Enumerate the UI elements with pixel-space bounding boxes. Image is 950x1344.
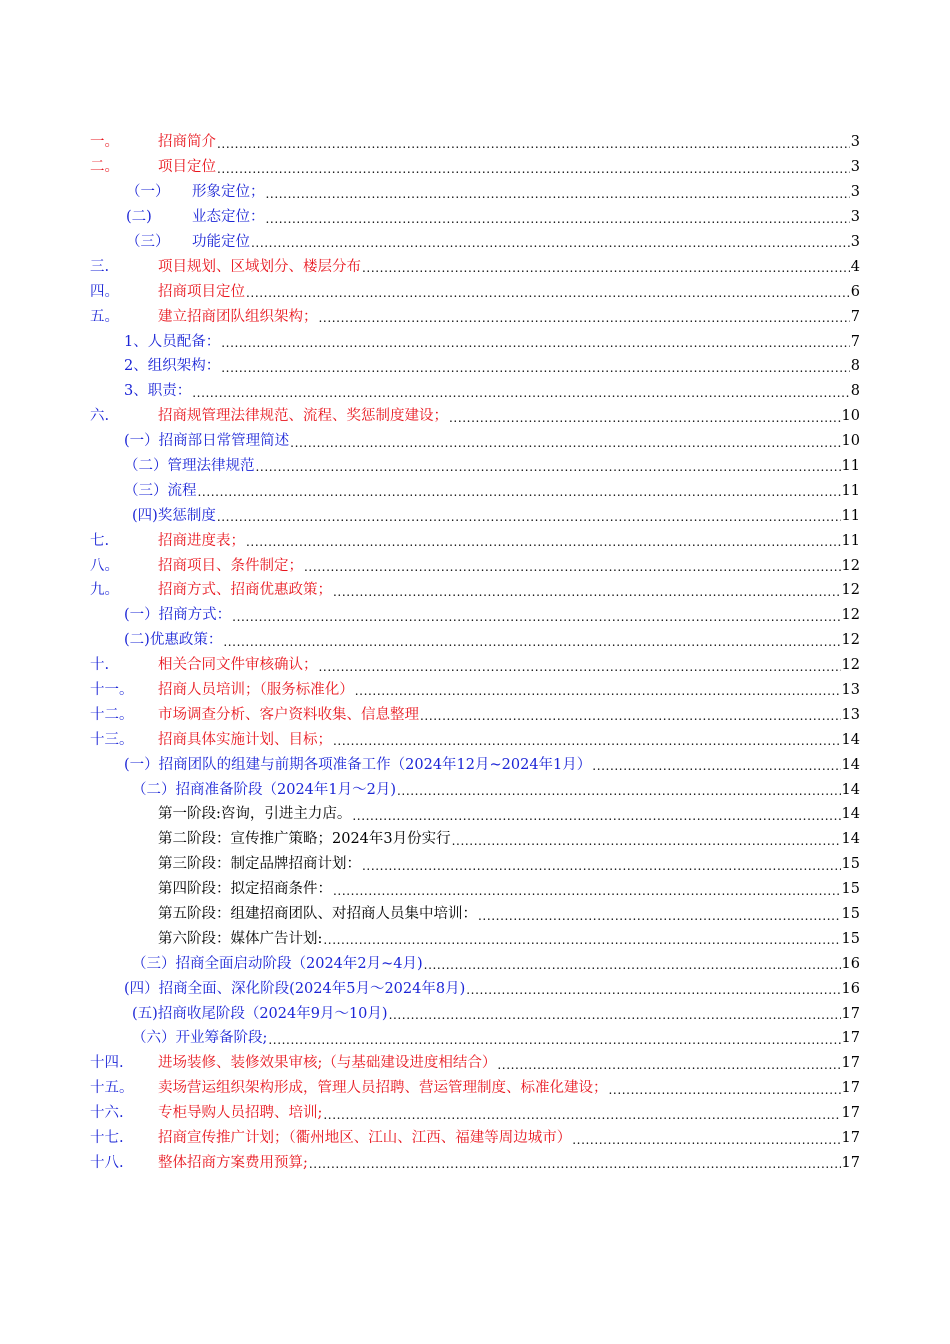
toc-entry-number: (二)	[126, 209, 152, 226]
toc-entry[interactable]	[90, 1121, 860, 1146]
toc-entry-number: （一）	[126, 184, 170, 201]
toc-leader-dots	[389, 1009, 841, 1021]
toc-entry[interactable]	[90, 673, 860, 698]
toc-entry-title: 项目规划、区域划分、楼层分布	[158, 258, 361, 275]
toc-page-number: 17	[841, 1105, 860, 1122]
toc-leader-dots	[452, 835, 841, 847]
toc-page-number: 14	[841, 831, 860, 848]
toc-entry-title: 形象定位；	[192, 184, 265, 201]
toc-leader-dots	[192, 387, 850, 399]
toc-page-number: 4	[850, 258, 860, 275]
toc-page-number: 3	[850, 209, 860, 226]
toc-entry-title: （二）管理法律规范	[124, 457, 255, 474]
toc-leader-dots	[246, 287, 850, 299]
toc-page-number: 15	[841, 856, 860, 873]
toc-entry[interactable]	[90, 225, 860, 250]
toc-page-number: 11	[841, 482, 860, 499]
toc-leader-dots	[198, 486, 841, 498]
toc-entry[interactable]	[90, 897, 860, 922]
toc-leader-dots	[362, 860, 841, 872]
toc-entry[interactable]	[90, 822, 860, 847]
toc-page-number: 3	[850, 159, 860, 176]
toc-page-number: 7	[850, 308, 860, 325]
toc-entry-title: 第一阶段:咨询，引进主力店。	[158, 806, 352, 823]
toc-entry-number: 三.	[90, 258, 110, 275]
toc-entry-number: 九。	[90, 582, 119, 599]
toc-entry[interactable]	[90, 1021, 860, 1046]
toc-page-number: 13	[841, 706, 860, 723]
toc-entry[interactable]	[90, 847, 860, 872]
toc-entry-title: 第五阶段：组建招商团队、对招商人员集中培训：	[158, 906, 477, 922]
toc-page-number: 17	[841, 1030, 860, 1047]
toc-entry[interactable]	[90, 648, 860, 673]
toc-page-number: 17	[841, 1154, 860, 1171]
toc-entry-title: （二）招商准备阶段（2024年1月～2月)	[132, 781, 397, 798]
toc-entry[interactable]	[90, 598, 860, 623]
toc-entry[interactable]	[90, 349, 860, 374]
toc-page-number: 14	[841, 806, 860, 823]
toc-leader-dots	[304, 561, 841, 573]
toc-entry-title: 卖场营运组织架构形成，管理人员招聘、营运管理制度、标准化建设；	[158, 1080, 608, 1097]
toc-page-number: 16	[841, 955, 860, 972]
toc-entry[interactable]	[90, 548, 860, 573]
table-of-contents	[90, 125, 860, 1170]
toc-entry-title: 招商宣传推广计划；（衢州地区、江山、江西、福建等周边城市）	[158, 1130, 572, 1147]
toc-entry[interactable]	[90, 722, 860, 747]
toc-entry[interactable]	[90, 623, 860, 648]
toc-entry[interactable]	[90, 872, 860, 897]
toc-page-number: 11	[841, 532, 860, 549]
toc-entry-title: 进场装修、装修效果审核;（与基础建设进度相结合）	[158, 1055, 497, 1072]
toc-page-number: 8	[850, 383, 860, 400]
toc-entry[interactable]	[90, 274, 860, 299]
toc-page-number: 10	[841, 433, 860, 450]
toc-entry[interactable]	[90, 1146, 860, 1171]
toc-leader-dots	[609, 1084, 841, 1096]
toc-leader-dots	[362, 262, 850, 274]
toc-entry[interactable]	[90, 996, 860, 1021]
toc-entry[interactable]	[90, 523, 860, 548]
toc-entry-title: 第二阶段：宣传推广策略；2024年3月份实行	[158, 831, 451, 848]
toc-page-number: 16	[841, 980, 860, 997]
toc-page-number: 14	[841, 756, 860, 773]
toc-entry-title: 建立招商团队组织架构；	[158, 308, 318, 325]
toc-entry[interactable]	[90, 125, 860, 150]
toc-page-number: 17	[841, 1055, 860, 1072]
toc-page-number: 15	[841, 906, 860, 922]
toc-page-number: 12	[841, 657, 860, 674]
toc-leader-dots	[497, 1059, 840, 1071]
toc-page-number: 17	[841, 1080, 860, 1097]
toc-leader-dots	[572, 1134, 840, 1146]
toc-page-number: 3	[850, 233, 860, 250]
toc-entry[interactable]	[90, 424, 860, 449]
toc-entry[interactable]	[90, 449, 860, 474]
toc-entry[interactable]	[90, 747, 860, 772]
toc-entry[interactable]	[90, 1071, 860, 1096]
toc-entry-number: 十八.	[90, 1154, 124, 1171]
toc-leader-dots	[323, 1109, 840, 1121]
toc-entry-number: 二。	[90, 159, 119, 176]
toc-entry-title: (一）招商方式：	[124, 607, 232, 624]
toc-leader-dots	[466, 984, 840, 996]
toc-entry-number: 十.	[90, 657, 110, 674]
toc-entry-title: (一）招商部日常管理简述	[124, 433, 290, 450]
toc-leader-dots	[355, 685, 841, 697]
toc-page-number: 17	[841, 1005, 860, 1022]
toc-leader-dots	[268, 1034, 840, 1046]
toc-page-number: 12	[841, 607, 860, 624]
toc-entry-number: 十七.	[90, 1130, 124, 1147]
toc-page-number: 8	[850, 358, 860, 375]
toc-entry-title: 功能定位	[192, 233, 250, 250]
toc-entry-title: (五)招商收尾阶段（2024年9月～10月)	[132, 1005, 388, 1022]
toc-entry-title: 业态定位：	[192, 209, 265, 226]
toc-leader-dots	[323, 934, 840, 946]
toc-entry-title: 招商人员培训；（服务标准化）	[158, 681, 354, 698]
toc-leader-dots	[424, 959, 841, 971]
toc-entry-title: (四）招商全面、深化阶段(2024年5月～2024年8月)	[124, 980, 466, 997]
toc-leader-dots	[449, 412, 841, 424]
toc-entry[interactable]	[90, 1046, 860, 1071]
toc-entry[interactable]	[90, 473, 860, 498]
toc-leader-dots	[333, 885, 841, 897]
toc-page-number: 3	[850, 134, 860, 151]
toc-entry-title: 第三阶段：制定品牌招商计划：	[158, 856, 361, 873]
toc-leader-dots	[223, 636, 840, 648]
toc-page-number: 11	[841, 507, 860, 524]
toc-entry-number: 十二。	[90, 706, 134, 723]
toc-entry[interactable]	[90, 249, 860, 274]
toc-entry-title: 第六阶段：媒体广告计划:	[158, 930, 323, 947]
toc-entry-title: 整体招商方案费用预算;	[158, 1154, 308, 1171]
toc-entry-number: 八。	[90, 557, 119, 574]
toc-page-number: 13	[841, 681, 860, 698]
toc-entry[interactable]	[90, 299, 860, 324]
toc-leader-dots	[217, 511, 841, 523]
toc-entry[interactable]	[90, 1096, 860, 1121]
toc-entry[interactable]	[90, 498, 860, 523]
toc-entry-number: 五。	[90, 308, 119, 325]
toc-page-number: 7	[850, 333, 860, 350]
toc-leader-dots	[309, 1158, 841, 1170]
toc-leader-dots	[232, 611, 840, 623]
toc-entry-title: 项目定位	[158, 159, 216, 176]
toc-entry[interactable]	[90, 573, 860, 598]
toc-entry-title: 招商具体实施计划、目标；	[158, 731, 332, 748]
toc-page-number: 11	[841, 457, 860, 474]
toc-leader-dots	[251, 237, 850, 249]
toc-page-number: 6	[850, 283, 860, 300]
toc-page-number: 15	[841, 930, 860, 947]
toc-entry-number: （三）	[126, 233, 170, 250]
toc-entry[interactable]	[90, 922, 860, 947]
toc-leader-dots	[420, 710, 841, 722]
toc-leader-dots	[319, 312, 850, 324]
toc-leader-dots	[221, 337, 850, 349]
toc-entry-title: 招商方式、招商优惠政策；	[158, 582, 332, 599]
toc-entry[interactable]	[90, 772, 860, 797]
toc-entry[interactable]	[90, 324, 860, 349]
toc-leader-dots	[478, 910, 841, 922]
toc-page-number: 12	[841, 582, 860, 599]
toc-entry-title: （三）流程	[124, 482, 197, 499]
toc-entry-title: 招商规管理法律规范、流程、奖惩制度建设；	[158, 408, 448, 425]
toc-leader-dots	[266, 213, 850, 225]
toc-page-number: 14	[841, 731, 860, 748]
toc-entry-title: 市场调查分析、客户资料收集、信息整理	[158, 706, 419, 723]
toc-entry[interactable]	[90, 797, 860, 822]
toc-leader-dots	[290, 437, 840, 449]
toc-page-number: 14	[841, 781, 860, 798]
toc-entry-title: 2、组织架构：	[124, 358, 221, 375]
toc-leader-dots	[397, 785, 841, 797]
toc-entry[interactable]	[90, 175, 860, 200]
toc-leader-dots	[221, 362, 850, 374]
toc-entry-title: 招商简介	[158, 134, 216, 151]
toc-leader-dots	[217, 163, 850, 175]
toc-entry-title: （六）开业筹备阶段;	[132, 1030, 268, 1047]
toc-leader-dots	[246, 536, 841, 548]
toc-leader-dots	[333, 586, 841, 598]
toc-entry-title: (四)奖惩制度	[132, 507, 216, 524]
toc-entry-number: 十一。	[90, 681, 134, 698]
toc-entry-number: 十五。	[90, 1080, 134, 1097]
toc-page-number: 12	[841, 632, 860, 649]
toc-entry-title: 招商项目定位	[158, 283, 245, 300]
toc-entry-number: 四。	[90, 283, 119, 300]
toc-entry-number: 六.	[90, 408, 110, 425]
toc-entry-title: (一）招商团队的组建与前期各项准备工作（2024年12月~2024年1月）	[124, 756, 592, 773]
toc-leader-dots	[319, 661, 841, 673]
toc-entry[interactable]	[90, 697, 860, 722]
toc-leader-dots	[592, 760, 840, 772]
toc-entry-title: 相关合同文件审核确认；	[158, 657, 318, 674]
toc-entry-number: 十四.	[90, 1055, 124, 1072]
toc-page-number: 17	[841, 1130, 860, 1147]
toc-page-number: 3	[850, 184, 860, 201]
toc-entry[interactable]	[90, 946, 860, 971]
toc-entry-title: （三）招商全面启动阶段（2024年2月~4月)	[132, 955, 423, 972]
toc-entry-title: 第四阶段：拟定招商条件：	[158, 881, 332, 898]
toc-page-number: 12	[841, 557, 860, 574]
toc-entry[interactable]	[90, 150, 860, 175]
toc-entry-title: 1、人员配备：	[124, 333, 221, 350]
toc-entry-title: 专柜导购人员招聘、培训;	[158, 1105, 323, 1122]
toc-entry[interactable]	[90, 374, 860, 399]
toc-entry-number: 一。	[90, 134, 119, 151]
toc-leader-dots	[333, 735, 841, 747]
toc-entry-number: 十三。	[90, 731, 134, 748]
toc-leader-dots	[217, 138, 850, 150]
toc-entry-number: 七.	[90, 532, 110, 549]
toc-entry[interactable]	[90, 200, 860, 225]
toc-entry[interactable]	[90, 971, 860, 996]
toc-page-number: 10	[841, 408, 860, 425]
toc-entry-title: 招商进度表；	[158, 532, 245, 549]
toc-leader-dots	[352, 810, 840, 822]
toc-entry[interactable]	[90, 399, 860, 424]
toc-entry-title: (二)优惠政策：	[124, 632, 223, 649]
toc-leader-dots	[256, 461, 841, 473]
toc-entry-title: 3、职责：	[124, 383, 192, 400]
toc-leader-dots	[266, 188, 850, 200]
toc-entry-number: 十六.	[90, 1105, 124, 1122]
toc-page-number: 15	[841, 881, 860, 898]
toc-entry-title: 招商项目、条件制定；	[158, 557, 303, 574]
